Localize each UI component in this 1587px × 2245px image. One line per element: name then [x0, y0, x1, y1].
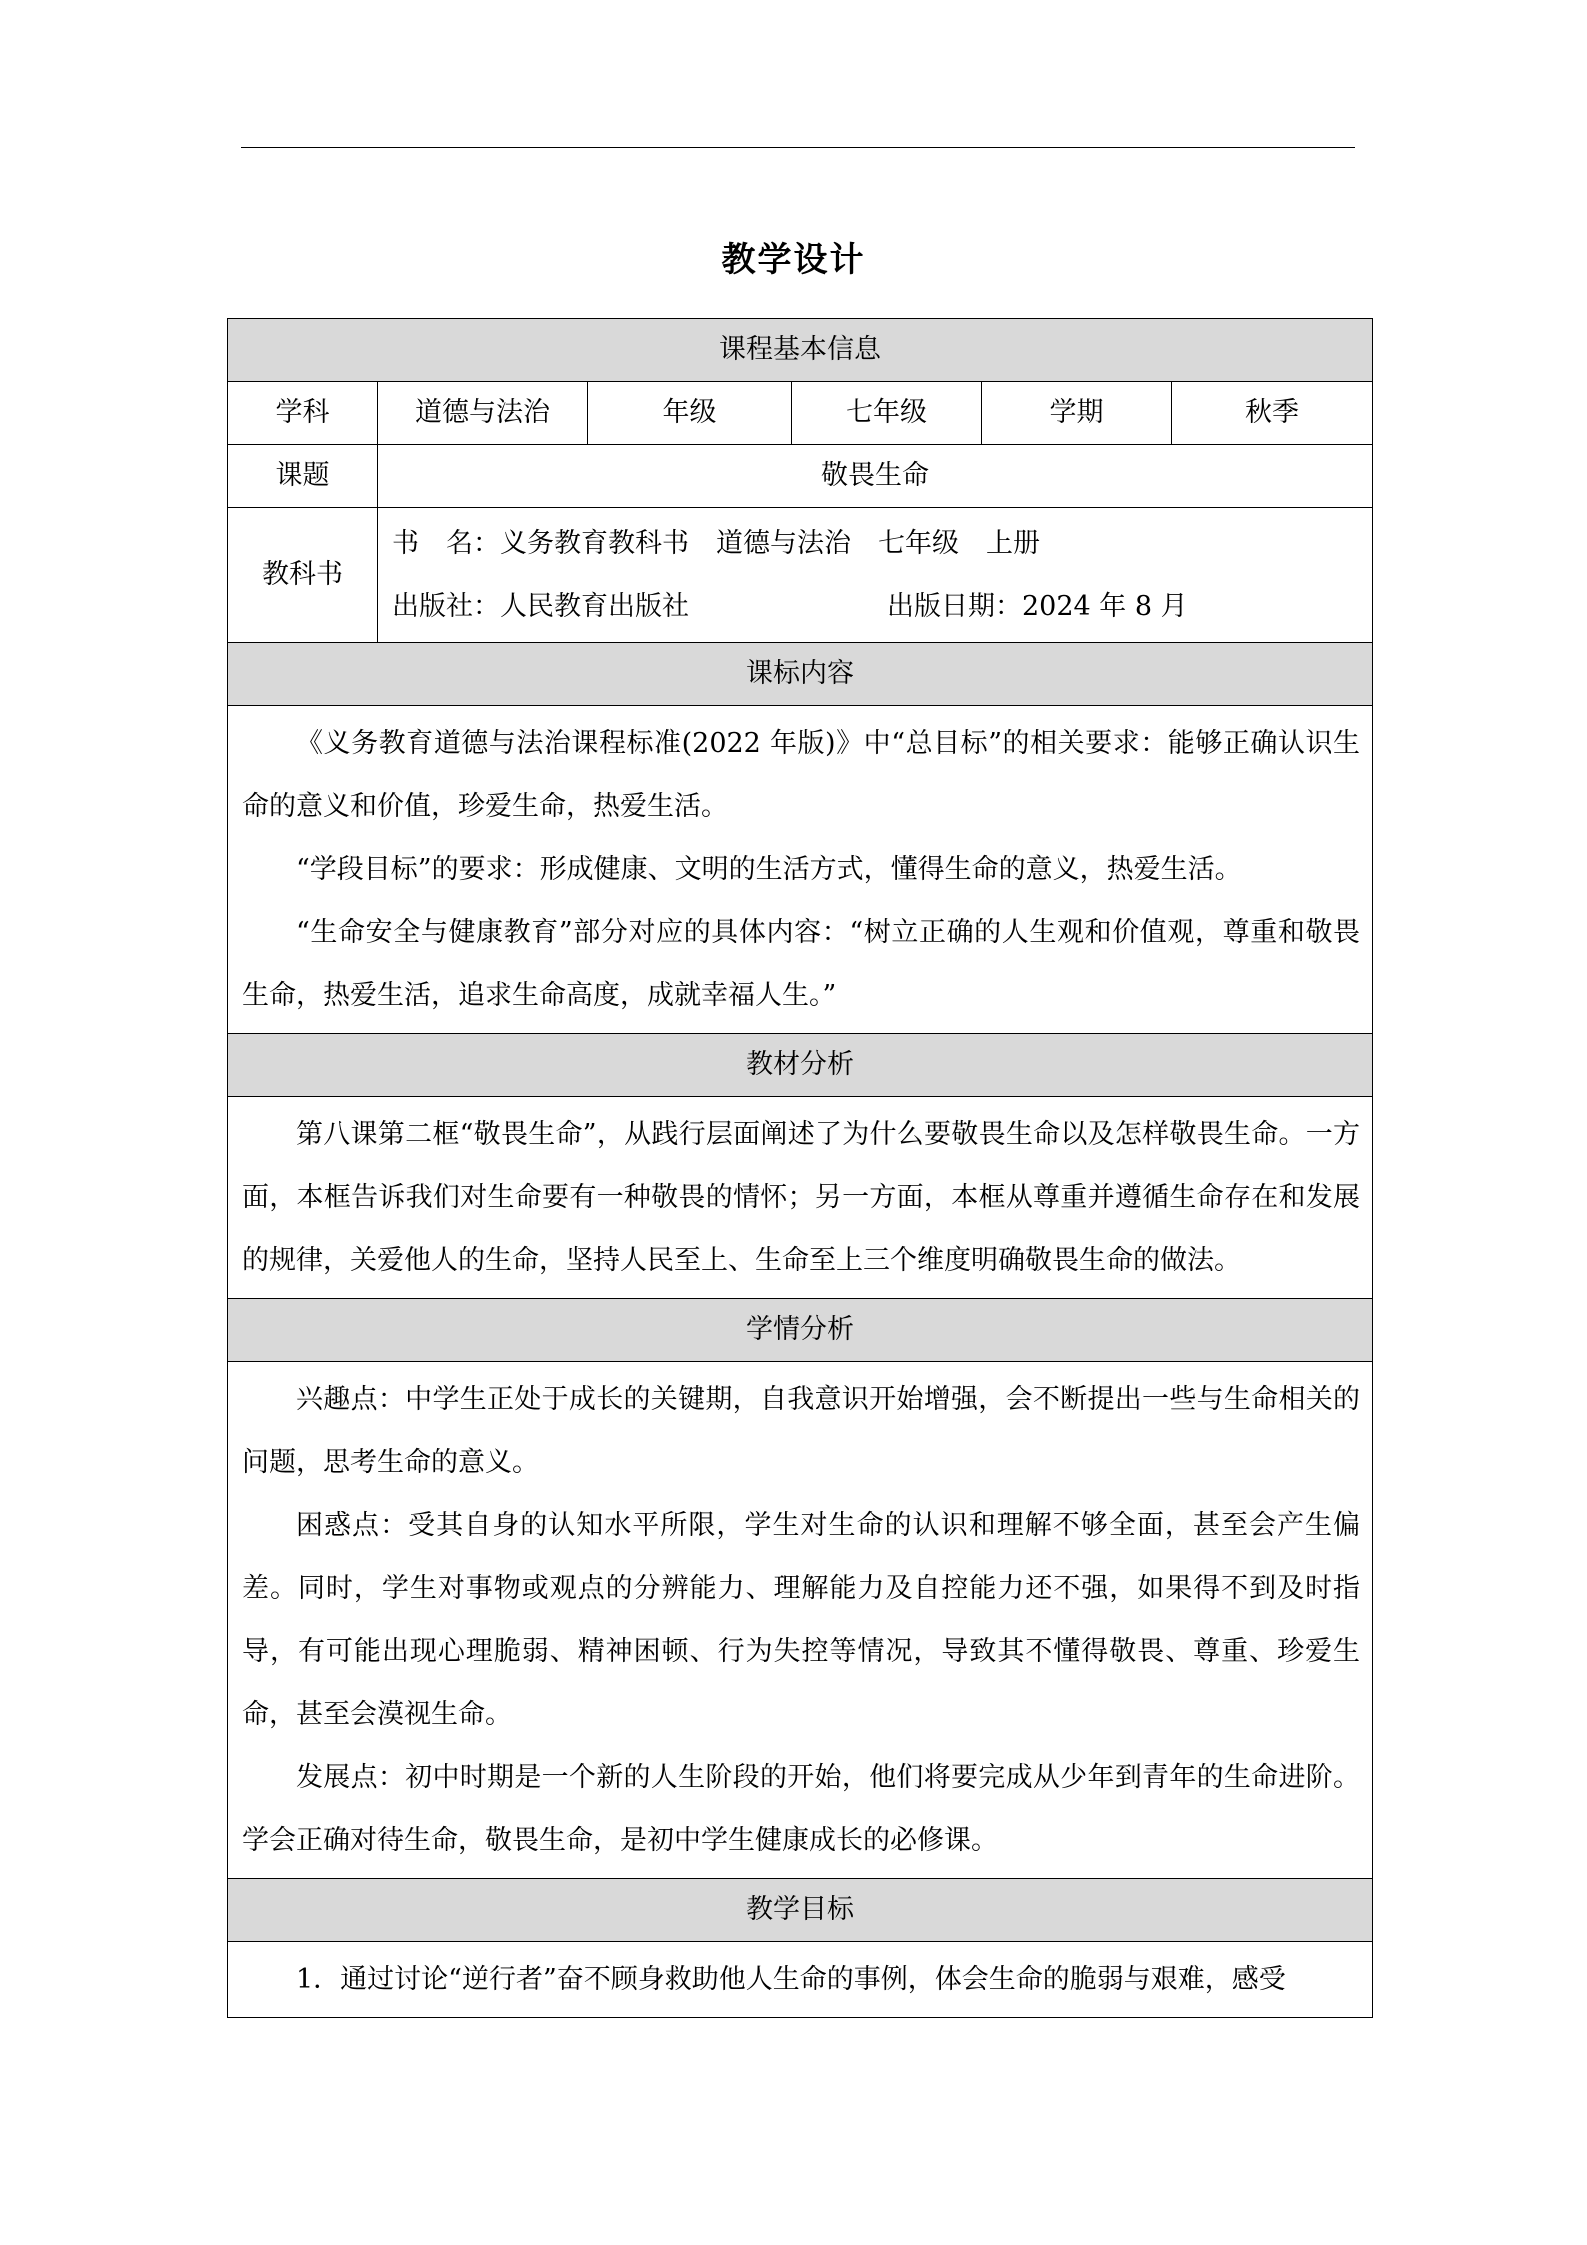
section-header-students: 学情分析 — [228, 1299, 1373, 1362]
material-analysis — [228, 1097, 1373, 1299]
publish-date: 出版日期：2024 年 8 月 — [887, 591, 1188, 622]
paragraph: “生命安全与健康教育”部分对应的具体内容：“树立正确的人生观和价值观，尊重和敬畏生命，热爱生活，追求生命高度，成就幸福人生。” — [242, 917, 1361, 1011]
textbook-info — [378, 508, 1373, 643]
section-header-basic-info: 课程基本信息 — [228, 319, 1373, 382]
section-header-material: 教材分析 — [228, 1034, 1373, 1097]
document-title: 教学设计 — [721, 240, 866, 280]
standard-content — [228, 706, 1373, 1034]
section-header-goals: 教学目标 — [228, 1879, 1373, 1942]
topic-label: 课题 — [228, 445, 378, 508]
publisher-line — [392, 575, 1358, 638]
book-name: 书 名：义务教育教科书 道德与法治 七年级 上册 — [392, 528, 1040, 559]
section-header-standard: 课标内容 — [228, 643, 1373, 706]
textbook-label: 教科书 — [228, 508, 378, 643]
grade-label: 年级 — [588, 382, 792, 445]
term-label: 学期 — [982, 382, 1172, 445]
paragraph: 兴趣点：中学生正处于成长的关键期，自我意识开始增强，会不断提出一些与生命相关的问题，思考生命的意义。 — [242, 1384, 1361, 1478]
grade-value: 七年级 — [792, 382, 982, 445]
paragraph: 《义务教育道德与法治课程标准(2022 年版)》中“总目标”的相关要求：能够正确认识生命的意义和价值，珍爱生命，热爱生活。 — [242, 728, 1361, 822]
lesson-plan-table — [227, 318, 1373, 2018]
student-analysis — [228, 1362, 1373, 1879]
term-value: 秋季 — [1172, 382, 1373, 445]
paragraph: 困惑点：受其自身的认知水平所限，学生对生命的认识和理解不够全面，甚至会产生偏差。同时，学生对事物或观点的分辨能力、理解能力及自控能力还不强，如果得不到及时指导，有可能出现心理脆弱、精神困顿、行为失控等情况，导致其不懂得敬畏、尊重、珍爱生命，甚至会漠视生命。 — [242, 1510, 1361, 1730]
teaching-goals — [228, 1942, 1373, 2018]
subject-value: 道德与法治 — [378, 382, 588, 445]
paragraph: 发展点：初中时期是一个新的人生阶段的开始，他们将要完成从少年到青年的生命进阶。学会正确对待生命，敬畏生命，是初中学生健康成长的必修课。 — [242, 1762, 1361, 1856]
paragraph: 第八课第二框“敬畏生命”，从践行层面阐述了为什么要敬畏生命以及怎样敬畏生命。一方面，本框告诉我们对生命要有一种敬畏的情怀；另一方面，本框从尊重并遵循生命存在和发展的规律，关爱他人的生命，坚持人民至上、生命至上三个维度明确敬畏生命的做法。 — [242, 1119, 1361, 1276]
topic-value: 敬畏生命 — [378, 445, 1373, 508]
publisher: 出版社：人民教育出版社 — [392, 591, 689, 622]
subject-label: 学科 — [228, 382, 378, 445]
header-rule — [241, 147, 1355, 148]
paragraph: “学段目标”的要求：形成健康、文明的生活方式，懂得生命的意义，热爱生活。 — [296, 854, 1242, 885]
paragraph: 1．通过讨论“逆行者”奋不顾身救助他人生命的事例，体会生命的脆弱与艰难，感受 — [296, 1964, 1286, 1995]
